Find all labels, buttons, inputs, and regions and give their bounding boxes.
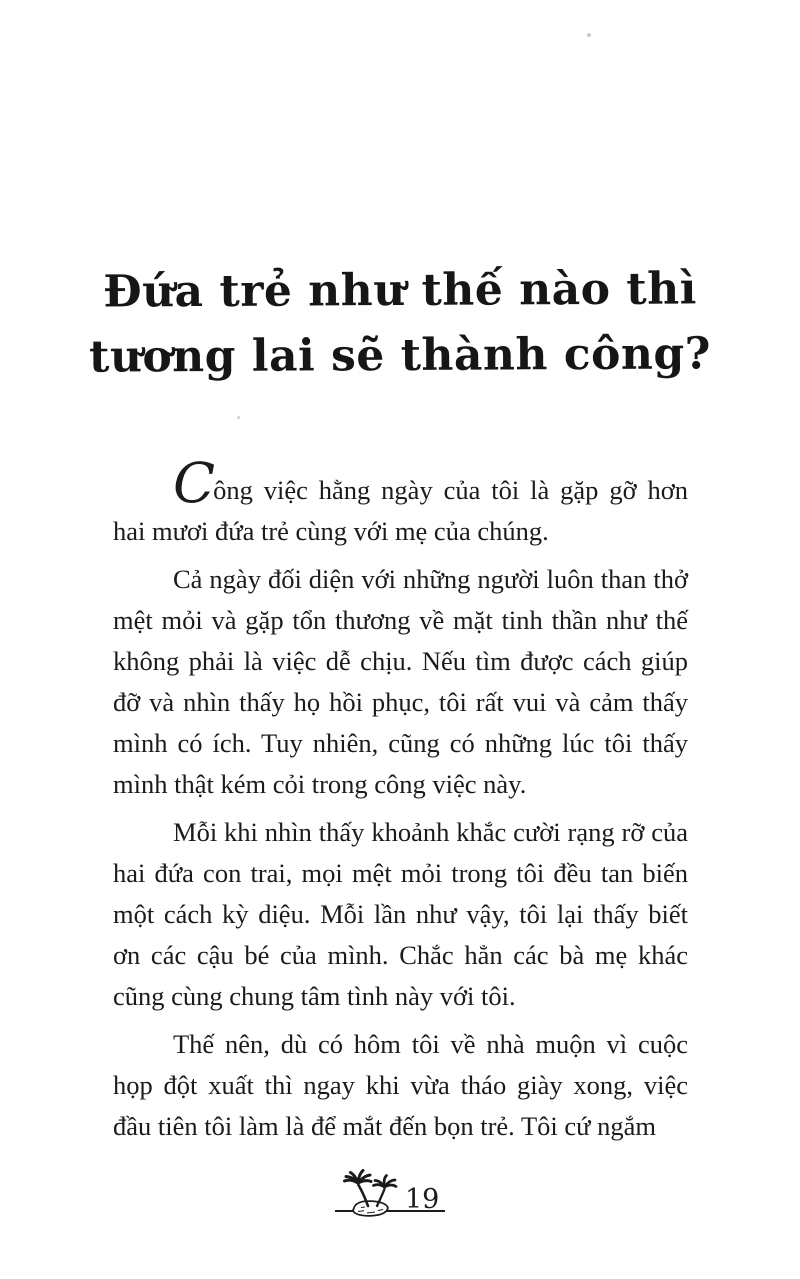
page-number: 19 — [405, 1184, 440, 1215]
body-text — [113, 451, 688, 1147]
paragraph: Mỗi khi nhìn thấy khoảnh khắc cười rạng rỡ của hai đứa con trai, mọi mệt mỏi trong tôi đều tan biến một cách kỳ diệu. Mỗi lần như vậy, tôi lại thấy biết ơn các cậu bé của mình. Chắc hẳn các bà mẹ khác cũng cùng chung tâm tình này với tôi. — [113, 817, 688, 1011]
paragraph-opening — [113, 451, 688, 552]
page-footer — [334, 1168, 446, 1220]
palm-fronds-right — [374, 1176, 397, 1188]
paragraph: Thế nên, dù có hôm tôi về nhà muộn vì cuộc họp đột xuất thì ngay khi vừa tháo giày xong, việc đầu tiên tôi làm là để mắt đến bọn trẻ. Tôi cứ ngắm — [113, 1029, 688, 1141]
island-shape — [353, 1201, 388, 1216]
palm-island-icon — [334, 1168, 446, 1220]
chapter-title-line-2: tương lai sẽ thành công? — [88, 328, 712, 383]
palm-fronds-left — [345, 1171, 372, 1184]
paragraph-opening-text: ông việc hằng ngày của tôi là gặp gỡ hơn hai mươi đứa trẻ cùng với mẹ của chúng. — [113, 475, 688, 546]
paragraph: Cả ngày đối diện với những người luôn than thở mệt mỏi và gặp tổn thương về mặt tinh thần như thế không phải là việc dễ chịu. Nếu tìm được cách giúp đỡ và nhìn thấy họ hồi phục, tôi rất vui và cảm thấy mình có ích. Tuy nhiên, cũng có những lúc tôi thấy mình thật kém cỏi trong công việc này. — [113, 564, 688, 799]
chapter-title-line-1: Đứa trẻ như thế nào thì — [103, 263, 697, 318]
scan-speck — [587, 33, 591, 37]
scan-speck — [237, 416, 240, 419]
drop-cap: C — [173, 451, 214, 515]
chapter-title — [0, 258, 800, 388]
